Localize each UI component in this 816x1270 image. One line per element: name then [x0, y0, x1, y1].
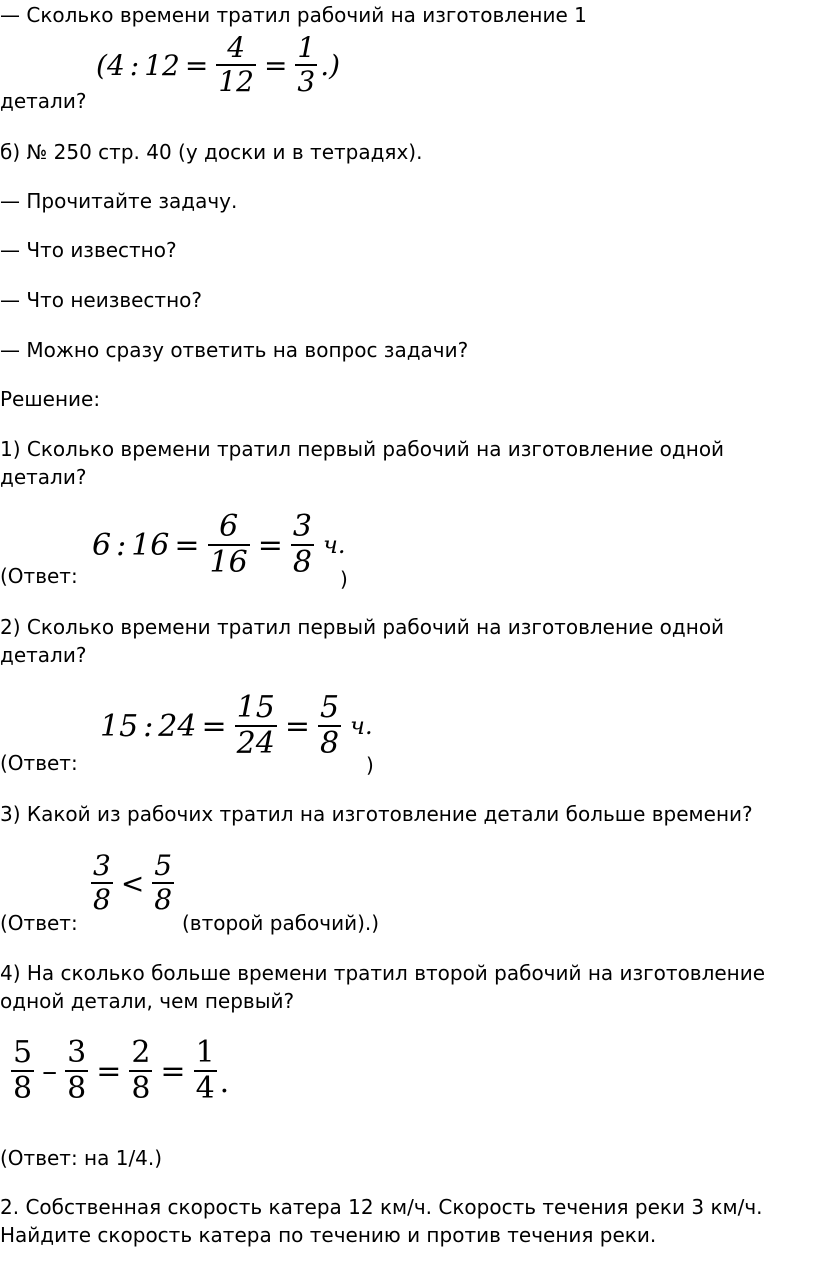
task-line: б) № 250 стр. 40 (у доски и в тетрадях). [0, 140, 423, 164]
fraction: 3 8 [67, 1035, 87, 1106]
equals: = [160, 1053, 186, 1089]
num: 16 [131, 527, 170, 563]
fraction: 6 16 [209, 509, 248, 580]
num: 24 [158, 708, 197, 744]
task2-line-tail: Найдите скорость катера по течению и против течения реки. [0, 1223, 657, 1247]
fraction: 5 8 [319, 690, 340, 761]
period: . [219, 1065, 230, 1100]
answer-prefix: (Ответ: [0, 911, 78, 935]
paren: ( [96, 48, 107, 82]
question-line: — Сколько времени тратил рабочий на изготовление 1 [0, 3, 587, 27]
can-answer-line: — Можно сразу ответить на вопрос задачи? [0, 338, 469, 362]
step3-line: 3) Какой из рабочих тратил на изготовление детали больше времени? [0, 802, 753, 826]
answer-second-worker: (второй рабочий).) [182, 911, 380, 935]
unknown-line: — Что неизвестно? [0, 288, 202, 312]
formula-4-div-12 [96, 31, 341, 98]
step2-line: 2) Сколько времени тратил первый рабочий на изготовление одной [0, 615, 725, 639]
solution-heading: Решение: [0, 387, 101, 411]
colon: : [129, 48, 140, 82]
equals: = [174, 527, 200, 563]
num: 12 [144, 48, 180, 82]
fraction: 3 8 [292, 509, 312, 580]
answer-close: ) [366, 753, 374, 777]
paren: .) [320, 48, 341, 82]
formula-6-div-16 [92, 509, 346, 580]
fraction: 1 3 [297, 31, 316, 98]
num: 6 [92, 527, 112, 563]
unit: ч. [350, 712, 373, 740]
step4-line-tail: одной детали, чем первый? [0, 989, 295, 1013]
known-line: — Что известно? [0, 238, 177, 262]
read-line: — Прочитайте задачу. [0, 189, 238, 213]
answer-prefix: (Ответ: [0, 564, 78, 588]
equals: = [184, 48, 209, 82]
num: 15 [100, 708, 139, 744]
equals: = [284, 708, 310, 744]
num: 4 [106, 48, 125, 82]
colon: : [116, 527, 127, 563]
less-than: < [120, 866, 145, 900]
answer-close: ) [340, 567, 348, 591]
answer-prefix: (Ответ: [0, 751, 78, 775]
fraction: 4 12 [218, 31, 254, 98]
colon: : [143, 708, 154, 744]
minus: – [42, 1053, 58, 1089]
formula-compare [88, 849, 177, 916]
equals: = [96, 1053, 122, 1089]
step4-line: 4) На сколько больше времени тратил второй рабочий на изготовление [0, 961, 766, 985]
fraction: 2 8 [131, 1035, 151, 1106]
equals: = [201, 708, 227, 744]
step2-line-tail: детали? [0, 643, 87, 667]
fraction: 5 8 [13, 1035, 33, 1106]
step1-line-tail: детали? [0, 465, 87, 489]
unit: ч. [322, 531, 346, 559]
fraction: 5 8 [154, 849, 173, 916]
step1-line: 1) Сколько времени тратил первый рабочий на изготовление одной [0, 437, 725, 461]
question-line-tail: детали? [0, 89, 87, 113]
formula-15-div-24 [100, 690, 373, 761]
equals: = [263, 48, 288, 82]
answer4-line: (Ответ: на 1/4.) [0, 1146, 163, 1170]
formula-subtract [8, 1035, 230, 1106]
equals: = [257, 527, 283, 563]
fraction: 1 4 [195, 1035, 215, 1106]
fraction: 3 8 [93, 849, 111, 916]
task2-line: 2. Собственная скорость катера 12 км/ч. Скорость течения реки 3 км/ч. [0, 1195, 763, 1219]
fraction: 15 24 [236, 690, 275, 761]
